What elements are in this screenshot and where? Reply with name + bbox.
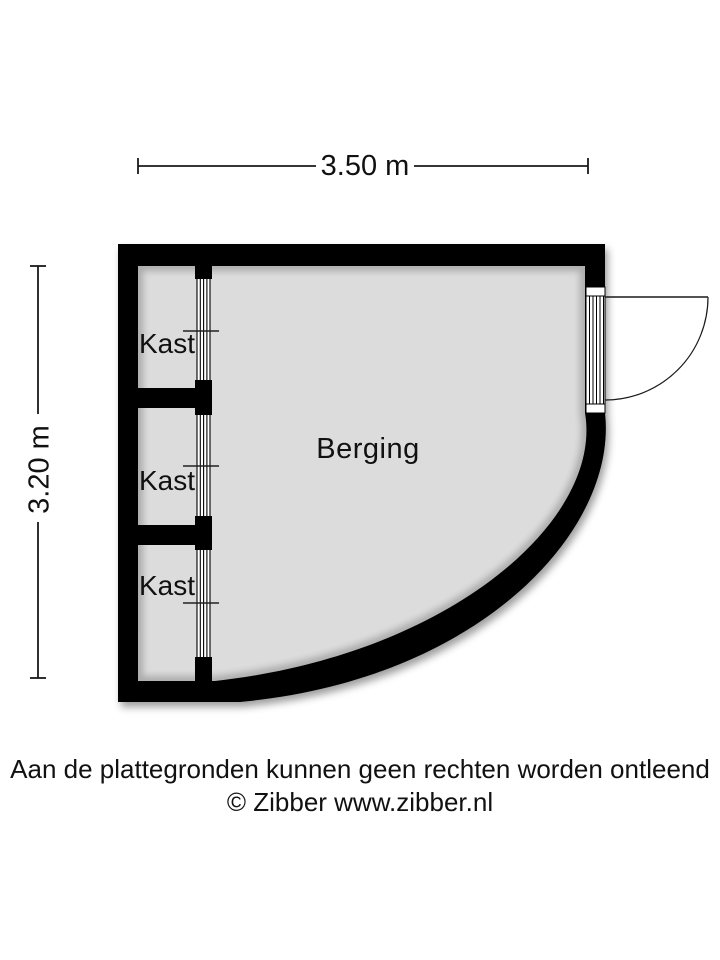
closet-label-3: Kast — [139, 570, 196, 601]
closet-divider-wall-2 — [136, 525, 196, 545]
width-dimension-label: 3.50 m — [320, 150, 410, 182]
height-dimension-label: 3.20 m — [23, 425, 56, 514]
door-frame — [586, 287, 605, 413]
room-label-berging: Berging — [316, 433, 420, 465]
copyright-text: © Zibber www.zibber.nl — [226, 787, 494, 817]
closet-label-1: Kast — [139, 328, 196, 359]
entry-door — [586, 287, 708, 413]
closet-divider-wall-1 — [136, 388, 196, 408]
door-swing-arc — [605, 297, 708, 400]
closet-label-2: Kast — [139, 465, 196, 496]
footer — [0, 753, 720, 819]
closet-door-track — [197, 266, 211, 681]
disclaimer-text: Aan de plattegronden kunnen geen rechten worden ontleend — [10, 754, 710, 784]
